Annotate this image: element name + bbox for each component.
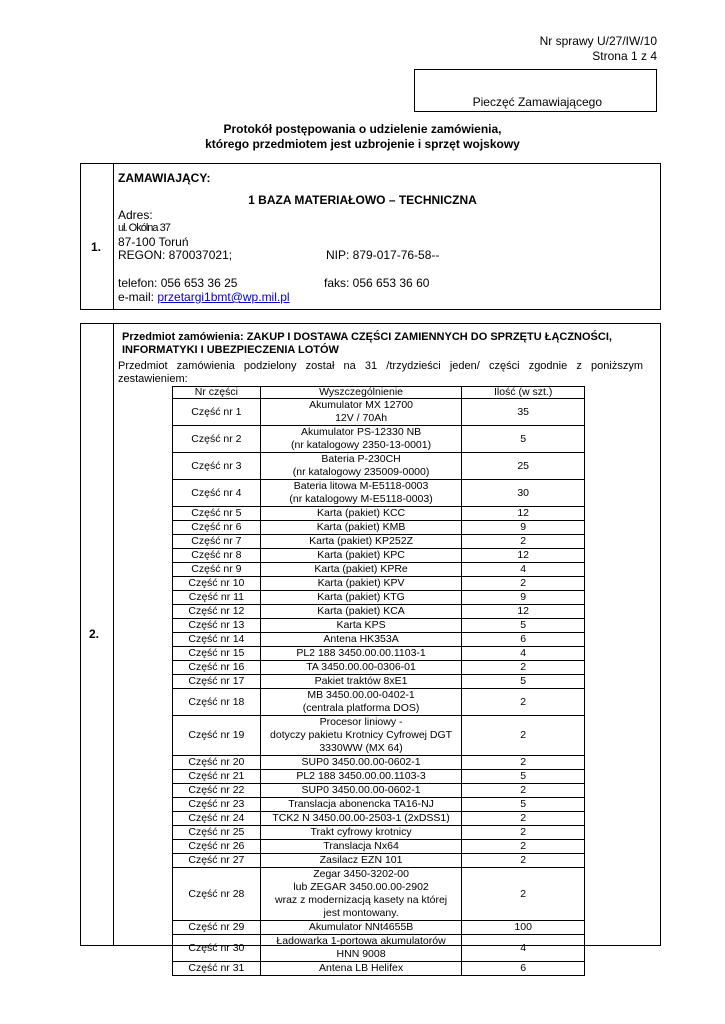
quantity-cell: 5: [462, 770, 585, 784]
part-number-cell: Część nr 9: [173, 563, 261, 577]
description-line: (nr katalogowy M-E5118-0003): [289, 493, 433, 505]
description-line: (nr katalogowy 2350-13-0001): [291, 439, 432, 451]
quantity-cell: 2: [462, 756, 585, 770]
table-row: [173, 935, 585, 962]
quantity-cell: 2: [462, 812, 585, 826]
table-row: [173, 840, 585, 854]
description-line: dotyczy pakietu Krotnicy Cyfrowej DGT: [270, 729, 453, 741]
part-number-cell: Część nr 1: [173, 399, 261, 426]
part-description-cell: [260, 756, 462, 770]
quantity-cell: 30: [462, 480, 585, 507]
description-line: TCK2 N 3450.00.00-2503-1 (2xDSS1): [272, 812, 450, 824]
quantity-cell: 35: [462, 399, 585, 426]
part-number-cell: Część nr 21: [173, 770, 261, 784]
table-row: [173, 784, 585, 798]
part-description-cell: [260, 480, 462, 507]
quantity-cell: 2: [462, 716, 585, 756]
quantity-cell: 12: [462, 549, 585, 563]
description-line: Akumulator PS-12330 NB: [300, 426, 422, 438]
description-line: Translacja abonencka TA16-NJ: [288, 798, 434, 810]
part-description-cell: [260, 935, 462, 962]
description-line: Akumulator NNt4655B: [308, 921, 414, 933]
page-number: Strona 1 z 4: [592, 49, 657, 63]
description-line: HNN 9008: [336, 948, 386, 960]
quantity-cell: 5: [462, 798, 585, 812]
description-line: Bateria litowa M-E5118-0003: [293, 480, 429, 492]
quantity-cell: 5: [462, 426, 585, 453]
part-number-cell: Część nr 18: [173, 689, 261, 716]
parts-table-body: [173, 399, 585, 976]
table-row: [173, 480, 585, 507]
table-row: [173, 868, 585, 921]
table-row: [173, 716, 585, 756]
quantity-cell: 2: [462, 784, 585, 798]
description-line: Karta (pakiet) KTG: [317, 591, 405, 603]
description-line: lub ZEGAR 3450.00.00-2902: [293, 881, 429, 893]
quantity-cell: 12: [462, 605, 585, 619]
quantity-cell: 5: [462, 619, 585, 633]
part-number-cell: Część nr 2: [173, 426, 261, 453]
quantity-cell: 4: [462, 563, 585, 577]
part-description-cell: [260, 426, 462, 453]
quantity-cell: 2: [462, 577, 585, 591]
buyer-name: 1 BAZA MATERIAŁOWO – TECHNICZNA: [248, 193, 477, 207]
column-header-quantity: Ilość (w szt.): [462, 387, 585, 399]
description-line: Trakt cyfrowy krotnicy: [310, 826, 412, 838]
part-description-cell: [260, 619, 462, 633]
part-description-cell: [260, 605, 462, 619]
part-description-cell: [260, 675, 462, 689]
part-number-cell: Część nr 27: [173, 854, 261, 868]
part-description-cell: [260, 521, 462, 535]
description-line: Karta (pakiet) KPV: [317, 577, 405, 589]
description-line: Antena HK353A: [323, 633, 399, 645]
table-row: [173, 962, 585, 976]
part-number-cell: Część nr 5: [173, 507, 261, 521]
quantity-cell: 6: [462, 633, 585, 647]
part-number-cell: Część nr 10: [173, 577, 261, 591]
description-line: Karta (pakiet) KP252Z: [309, 535, 413, 547]
part-description-cell: [260, 507, 462, 521]
quantity-cell: 4: [462, 647, 585, 661]
part-description-cell: [260, 647, 462, 661]
description-line: Bateria P-230CH: [321, 453, 401, 465]
part-description-cell: [260, 812, 462, 826]
quantity-cell: 2: [462, 868, 585, 921]
part-description-cell: [260, 535, 462, 549]
part-description-cell: [260, 563, 462, 577]
table-row: [173, 770, 585, 784]
document-header: [540, 34, 657, 64]
section-1-number: 1.: [91, 240, 102, 254]
table-row: [173, 549, 585, 563]
subject-line-2: INFORMATYKI I UBEZPIECZENIA LOTÓW: [122, 344, 339, 356]
description-line: Ładowarka 1-portowa akumulatorów: [276, 935, 446, 947]
description-line: (nr katalogowy 235009-0000): [292, 466, 430, 478]
phone: telefon: 056 653 36 25: [118, 276, 238, 290]
regon: REGON: 870037021;: [118, 248, 233, 262]
part-number-cell: Część nr 11: [173, 591, 261, 605]
description-line: wraz z modernizacją kasety na której: [274, 894, 448, 906]
part-description-cell: [260, 798, 462, 812]
subject-line-1: Przedmiot zamówienia: ZAKUP I DOSTAWA CZĘŚCI ZAMIENNYCH DO SPRZĘTU ŁĄCZNOŚCI,: [122, 331, 612, 343]
description-line: 3330WW (MX 64): [319, 742, 403, 754]
part-number-cell: Część nr 22: [173, 784, 261, 798]
table-row: [173, 605, 585, 619]
part-number-cell: Część nr 14: [173, 633, 261, 647]
subject-description: Przedmiot zamówienia podzielony został na 31 /trzydzieści jeden/ części zgodnie z poniższym zestawieniem:: [118, 360, 643, 385]
table-row: [173, 619, 585, 633]
quantity-cell: 2: [462, 826, 585, 840]
part-description-cell: [260, 633, 462, 647]
part-description-cell: [260, 826, 462, 840]
table-row: [173, 633, 585, 647]
part-number-cell: Część nr 6: [173, 521, 261, 535]
part-description-cell: [260, 549, 462, 563]
email-link[interactable]: przetargi1bmt@wp.mil.pl: [157, 290, 290, 304]
part-number-cell: Część nr 7: [173, 535, 261, 549]
part-number-cell: Część nr 29: [173, 921, 261, 935]
address-label: Adres:: [118, 208, 153, 222]
part-description-cell: [260, 921, 462, 935]
part-description-cell: [260, 689, 462, 716]
part-description-cell: [260, 770, 462, 784]
part-description-cell: [260, 716, 462, 756]
table-row: [173, 591, 585, 605]
table-row: [173, 689, 585, 716]
quantity-cell: 2: [462, 854, 585, 868]
part-number-cell: Część nr 4: [173, 480, 261, 507]
quantity-cell: 2: [462, 689, 585, 716]
table-row: [173, 826, 585, 840]
part-number-cell: Część nr 24: [173, 812, 261, 826]
quantity-cell: 12: [462, 507, 585, 521]
email-label: e-mail:: [118, 290, 158, 304]
description-line: Karta (pakiet) KPRe: [314, 563, 408, 575]
description-line: PL2 188 3450.00.00.1103-1: [296, 647, 426, 659]
quantity-cell: 4: [462, 935, 585, 962]
fax: faks: 056 653 36 60: [324, 276, 430, 290]
description-line: Procesor liniowy -: [319, 716, 403, 728]
table-row: [173, 507, 585, 521]
description-line: Antena LB Helifex: [319, 962, 404, 974]
part-description-cell: [260, 661, 462, 675]
part-number-cell: Część nr 17: [173, 675, 261, 689]
subject-title: [122, 331, 612, 357]
description-line: Zegar 3450-3202-00: [313, 868, 409, 880]
part-description-cell: [260, 399, 462, 426]
buyer-heading: ZAMAWIAJĄCY:: [118, 171, 211, 185]
case-number: Nr sprawy U/27/IW/10: [539, 34, 657, 48]
description-line: TA 3450.00.00-0306-01: [306, 661, 416, 673]
description-line: Karta (pakiet) KCA: [317, 605, 405, 617]
table-row: [173, 647, 585, 661]
part-description-cell: [260, 453, 462, 480]
description-line: 12V / 70Ah: [335, 412, 388, 424]
part-description-cell: [260, 591, 462, 605]
part-number-cell: Część nr 31: [173, 962, 261, 976]
part-description-cell: [260, 962, 462, 976]
parts-table: [172, 386, 585, 976]
column-header-description: Wyszczególnienie: [260, 387, 462, 399]
table-row: [173, 812, 585, 826]
part-description-cell: [260, 784, 462, 798]
description-line: Karta (pakiet) KPC: [317, 549, 405, 561]
table-row: [173, 756, 585, 770]
column-header-part: Nr części: [173, 387, 261, 399]
table-row: [173, 675, 585, 689]
part-number-cell: Część nr 26: [173, 840, 261, 854]
table-row: [173, 399, 585, 426]
stamp-label: Pieczęć Zamawiającego: [472, 95, 602, 109]
description-line: MB 3450.00.00-0402-1: [307, 689, 415, 701]
quantity-cell: 9: [462, 521, 585, 535]
title-line-2: którego przedmiotem jest uzbrojenie i sprzęt wojskowy: [205, 137, 520, 151]
description-line: Karta KPS: [336, 619, 386, 631]
title-line-1: Protokół postępowania o udzielenie zamówienia,: [223, 122, 502, 136]
description-line: Karta (pakiet) KMB: [316, 521, 406, 533]
stamp-box: [414, 69, 657, 112]
section-1-number-column: [81, 164, 114, 309]
email-row: [118, 290, 290, 304]
quantity-cell: 100: [462, 921, 585, 935]
table-row: [173, 798, 585, 812]
description-line: Zasilacz EZN 101: [319, 854, 403, 866]
quantity-cell: 2: [462, 840, 585, 854]
part-number-cell: Część nr 20: [173, 756, 261, 770]
part-number-cell: Część nr 25: [173, 826, 261, 840]
part-description-cell: [260, 854, 462, 868]
part-number-cell: Część nr 13: [173, 619, 261, 633]
table-row: [173, 854, 585, 868]
part-number-cell: Część nr 12: [173, 605, 261, 619]
address-city: 87-100 Toruń: [118, 235, 189, 249]
part-description-cell: [260, 840, 462, 854]
part-number-cell: Część nr 28: [173, 868, 261, 921]
description-line: jest montowany.: [323, 907, 399, 919]
nip: NIP: 879-017-76-58--: [326, 248, 440, 262]
description-line: SUP0 3450.00.00-0602-1: [301, 756, 421, 768]
table-row: [173, 535, 585, 549]
part-number-cell: Część nr 15: [173, 647, 261, 661]
table-row: [173, 563, 585, 577]
description-line: Translacja Nx64: [323, 840, 399, 852]
table-row: [173, 661, 585, 675]
quantity-cell: 25: [462, 453, 585, 480]
quantity-cell: 6: [462, 962, 585, 976]
part-description-cell: [260, 577, 462, 591]
description-line: Pakiet traktów 8xE1: [314, 675, 408, 687]
part-number-cell: Część nr 23: [173, 798, 261, 812]
section-2-number: 2.: [89, 627, 100, 641]
description-line: (centrala platforma DOS): [302, 702, 420, 714]
table-row: [173, 921, 585, 935]
table-row: [173, 521, 585, 535]
quantity-cell: 2: [462, 661, 585, 675]
table-row: [173, 426, 585, 453]
part-number-cell: Część nr 30: [173, 935, 261, 962]
description-line: SUP0 3450.00.00-0602-1: [301, 784, 421, 796]
description-line: PL2 188 3450.00.00.1103-3: [296, 770, 426, 782]
quantity-cell: 5: [462, 675, 585, 689]
quantity-cell: 9: [462, 591, 585, 605]
description-line: Karta (pakiet) KCC: [317, 507, 406, 519]
quantity-cell: 2: [462, 535, 585, 549]
address-street: ul. Okólna 37: [118, 222, 170, 234]
table-row: [173, 453, 585, 480]
table-header-row: [173, 387, 585, 399]
part-number-cell: Część nr 8: [173, 549, 261, 563]
table-row: [173, 577, 585, 591]
part-description-cell: [260, 868, 462, 921]
description-line: Akumulator MX 12700: [309, 399, 413, 411]
part-number-cell: Część nr 19: [173, 716, 261, 756]
document-title: [0, 122, 725, 152]
part-number-cell: Część nr 3: [173, 453, 261, 480]
part-number-cell: Część nr 16: [173, 661, 261, 675]
